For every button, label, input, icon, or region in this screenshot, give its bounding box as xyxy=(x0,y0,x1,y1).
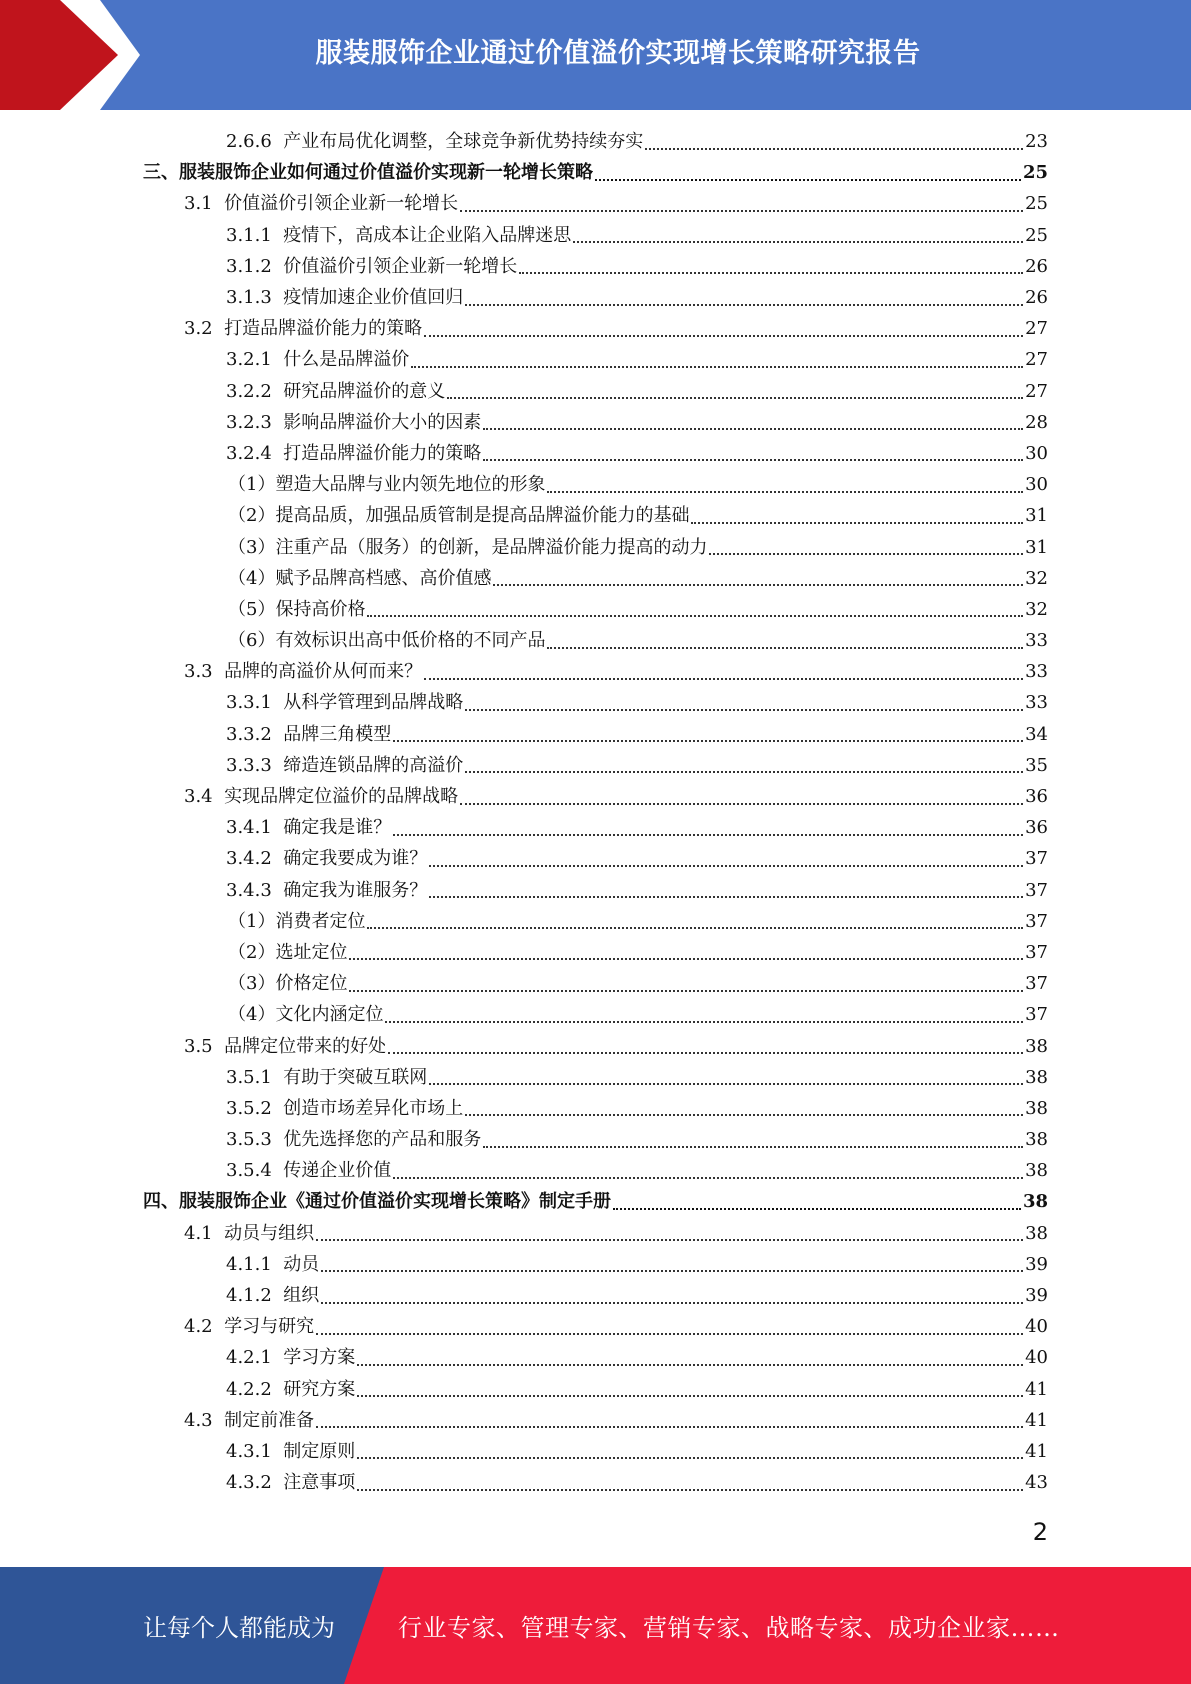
toc-entry-number: 三、 xyxy=(143,162,179,184)
toc-entry-page: 33 xyxy=(1025,692,1048,714)
toc-entry[interactable] xyxy=(0,1374,1191,1405)
toc-entry[interactable] xyxy=(0,469,1191,500)
toc-entry[interactable] xyxy=(0,1218,1191,1249)
toc-entry-number: （4） xyxy=(228,1004,276,1026)
toc-entry[interactable] xyxy=(0,594,1191,625)
toc-entry[interactable] xyxy=(0,344,1191,375)
toc-dot-leader xyxy=(321,1302,1023,1304)
toc-entry-number: 3.2.3 xyxy=(226,411,272,433)
toc-entry-title: 传递企业价值 xyxy=(283,1160,392,1182)
toc-entry[interactable] xyxy=(0,500,1191,531)
toc-entry-title: 从科学管理到品牌战略 xyxy=(283,692,464,714)
toc-dot-leader xyxy=(573,241,1023,243)
toc-entry-page: 38 xyxy=(1025,1160,1048,1182)
toc-dot-leader xyxy=(321,1270,1023,1272)
toc-entry[interactable] xyxy=(0,531,1191,562)
toc-entry-title: 有助于突破互联网 xyxy=(283,1066,428,1088)
toc-dot-leader xyxy=(483,459,1023,461)
toc-entry-page: 39 xyxy=(1025,1253,1048,1275)
toc-dot-leader xyxy=(519,272,1023,274)
toc-entry[interactable] xyxy=(0,719,1191,750)
toc-entry-number: 3.2 xyxy=(184,318,213,340)
toc-entry-title: 实现品牌定位溢价的品牌战略 xyxy=(224,786,459,808)
toc-entry-title: 价值溢价引领企业新一轮增长 xyxy=(283,255,518,277)
toc-entry-page: 37 xyxy=(1025,910,1048,932)
toc-entry-page: 28 xyxy=(1025,411,1048,433)
toc-entry[interactable] xyxy=(0,1186,1191,1217)
toc-entry-page: 37 xyxy=(1025,848,1048,870)
toc-entry-page: 26 xyxy=(1025,287,1048,309)
toc-dot-leader xyxy=(316,1426,1023,1428)
toc-entry[interactable] xyxy=(0,1342,1191,1373)
toc-entry-number: 4.2.2 xyxy=(226,1378,272,1400)
toc-entry-title: 疫情加速企业价值回归 xyxy=(283,287,464,309)
toc-entry[interactable] xyxy=(0,126,1191,157)
toc-entry-title: 确定我为谁服务？ xyxy=(283,879,428,901)
toc-entry-title: 制定前准备 xyxy=(224,1409,315,1431)
toc-entry-number: 3.5.2 xyxy=(226,1097,272,1119)
toc-entry-page: 33 xyxy=(1025,630,1048,652)
toc-entry-page: 38 xyxy=(1025,1222,1048,1244)
toc-entry[interactable] xyxy=(0,781,1191,812)
toc-entry-number: （4） xyxy=(228,567,276,589)
toc-entry-page: 38 xyxy=(1025,1097,1048,1119)
toc-entry-title: 研究方案 xyxy=(283,1378,356,1400)
toc-dot-leader xyxy=(367,927,1023,929)
toc-entry-number: （2） xyxy=(228,505,276,527)
toc-entry-title: 什么是品牌溢价 xyxy=(283,349,410,371)
toc-entry-title: 服装服饰企业《通过价值溢价实现增长策略》制定手册 xyxy=(179,1191,611,1213)
toc-entry-title: 影响品牌溢价大小的因素 xyxy=(283,411,482,433)
toc-entry-number: （3） xyxy=(228,536,276,558)
toc-entry-title: 品牌定位带来的好处 xyxy=(224,1035,387,1057)
toc-entry-page: 31 xyxy=(1025,505,1048,527)
toc-entry[interactable] xyxy=(0,968,1191,999)
toc-entry[interactable] xyxy=(0,687,1191,718)
toc-entry[interactable] xyxy=(0,843,1191,874)
toc-entry-title: 赋予品牌高档感、高价值感 xyxy=(275,567,492,589)
toc-entry-title: 文化内涵定位 xyxy=(275,1004,384,1026)
toc-entry-page: 25 xyxy=(1025,224,1048,246)
toc-entry-title: 服装服饰企业如何通过价值溢价实现新一轮增长策略 xyxy=(179,162,593,184)
toc-entry-page: 32 xyxy=(1025,598,1048,620)
toc-entry[interactable] xyxy=(0,1155,1191,1186)
toc-entry-page: 35 xyxy=(1025,754,1048,776)
toc-entry[interactable] xyxy=(0,656,1191,687)
toc-dot-leader xyxy=(483,1146,1023,1148)
table-of-contents xyxy=(0,126,1191,1498)
toc-entry-page: 36 xyxy=(1025,786,1048,808)
toc-entry-page: 30 xyxy=(1025,442,1048,464)
toc-entry-page: 34 xyxy=(1025,723,1048,745)
footer-slogan-right: 行业专家、管理专家、营销专家、战略专家、成功企业家…… xyxy=(398,1614,1060,1642)
toc-entry-number: 3.2.1 xyxy=(226,349,272,371)
toc-entry[interactable] xyxy=(0,251,1191,282)
toc-dot-leader xyxy=(316,1239,1023,1241)
toc-dot-leader xyxy=(393,1177,1023,1179)
toc-entry-page: 27 xyxy=(1025,318,1048,340)
page-header xyxy=(0,0,1191,110)
toc-dot-leader xyxy=(483,428,1023,430)
toc-entry-page: 41 xyxy=(1025,1409,1048,1431)
toc-entry[interactable] xyxy=(0,750,1191,781)
toc-entry-title: 打造品牌溢价能力的策略 xyxy=(283,442,482,464)
toc-entry-number: 3.3.3 xyxy=(226,754,272,776)
toc-entry[interactable] xyxy=(0,1405,1191,1436)
toc-entry-number: （5） xyxy=(228,598,276,620)
toc-entry-number: （1） xyxy=(228,910,276,932)
toc-dot-leader xyxy=(357,1489,1023,1491)
toc-entry-title: 制定原则 xyxy=(283,1440,356,1462)
toc-entry-page: 25 xyxy=(1025,193,1048,215)
toc-entry-title: 动员 xyxy=(283,1253,320,1275)
toc-entry[interactable] xyxy=(0,875,1191,906)
document-title: 服装服饰企业通过价值溢价实现增长策略研究报告 xyxy=(315,37,921,69)
toc-entry-number: 3.2.2 xyxy=(226,380,272,402)
toc-entry-number: 3.1.1 xyxy=(226,224,272,246)
toc-entry[interactable] xyxy=(0,625,1191,656)
toc-dot-leader xyxy=(493,584,1023,586)
toc-dot-leader xyxy=(411,366,1023,368)
toc-entry[interactable] xyxy=(0,563,1191,594)
toc-entry-number: 3.5.4 xyxy=(226,1160,272,1182)
toc-entry-page: 38 xyxy=(1025,1129,1048,1151)
toc-entry[interactable] xyxy=(0,157,1191,188)
toc-entry-number: 4.2 xyxy=(184,1316,213,1338)
toc-entry-number: 2.6.6 xyxy=(226,131,272,153)
toc-entry[interactable] xyxy=(0,812,1191,843)
toc-dot-leader xyxy=(465,709,1023,711)
toc-dot-leader xyxy=(691,522,1023,524)
toc-entry-page: 37 xyxy=(1025,973,1048,995)
toc-entry-number: 3.4 xyxy=(184,786,213,808)
toc-entry-number: 3.4.2 xyxy=(226,848,272,870)
footer-slogan-left: 让每个人都能成为 xyxy=(143,1614,335,1642)
toc-dot-leader xyxy=(357,1457,1023,1459)
toc-dot-leader xyxy=(424,335,1023,337)
toc-dot-leader xyxy=(367,615,1023,617)
toc-entry-number: （6） xyxy=(228,630,276,652)
toc-dot-leader xyxy=(349,958,1023,960)
toc-entry[interactable] xyxy=(0,1249,1191,1280)
toc-entry-page: 30 xyxy=(1025,474,1048,496)
toc-entry-page: 33 xyxy=(1025,661,1048,683)
toc-entry-number: 4.2.1 xyxy=(226,1347,272,1369)
toc-entry-page: 31 xyxy=(1025,536,1048,558)
toc-dot-leader xyxy=(709,553,1023,555)
toc-entry-page: 27 xyxy=(1025,380,1048,402)
toc-dot-leader xyxy=(385,1021,1023,1023)
toc-entry-number: 3.5.3 xyxy=(226,1129,272,1151)
toc-entry-number: （3） xyxy=(228,973,276,995)
toc-entry-title: 产业布局优化调整，全球竞争新优势持续夯实 xyxy=(283,131,644,153)
toc-entry-number: 四、 xyxy=(143,1191,179,1213)
toc-entry-page: 25 xyxy=(1022,162,1048,184)
toc-entry-title: 组织 xyxy=(283,1285,320,1307)
toc-entry-title: 选址定位 xyxy=(275,941,348,963)
toc-dot-leader xyxy=(349,990,1023,992)
toc-entry-number: 4.3 xyxy=(184,1409,213,1431)
toc-dot-leader xyxy=(429,865,1023,867)
toc-entry-page: 26 xyxy=(1025,255,1048,277)
toc-entry-title: 注重产品（服务）的创新，是品牌溢价能力提高的动力 xyxy=(275,536,708,558)
toc-entry-number: 4.3.2 xyxy=(226,1472,272,1494)
toc-entry-title: 创造市场差异化市场上 xyxy=(283,1097,464,1119)
toc-dot-leader xyxy=(547,647,1023,649)
toc-entry[interactable] xyxy=(0,937,1191,968)
toc-entry-title: 品牌的高溢价从何而来？ xyxy=(224,661,423,683)
toc-entry[interactable] xyxy=(0,220,1191,251)
toc-entry[interactable] xyxy=(0,1467,1191,1498)
toc-entry[interactable] xyxy=(0,438,1191,469)
toc-entry-page: 40 xyxy=(1025,1347,1048,1369)
toc-entry-page: 36 xyxy=(1025,817,1048,839)
toc-entry-page: 41 xyxy=(1025,1378,1048,1400)
toc-entry[interactable] xyxy=(0,282,1191,313)
toc-entry-title: 缔造连锁品牌的高溢价 xyxy=(283,754,464,776)
toc-entry-number: 4.1.2 xyxy=(226,1285,272,1307)
toc-entry-title: 有效标识出高中低价格的不同产品 xyxy=(275,630,546,652)
toc-dot-leader xyxy=(316,1333,1023,1335)
toc-entry-number: 3.1.2 xyxy=(226,255,272,277)
toc-entry[interactable] xyxy=(0,313,1191,344)
toc-entry-title: 确定我要成为谁？ xyxy=(283,848,428,870)
toc-dot-leader xyxy=(424,678,1023,680)
toc-dot-leader xyxy=(645,148,1023,150)
toc-entry[interactable] xyxy=(0,407,1191,438)
toc-entry-page: 39 xyxy=(1025,1285,1048,1307)
toc-entry-title: 提高品质，加强品质管制是提高品牌溢价能力的基础 xyxy=(275,505,690,527)
toc-entry-title: 塑造大品牌与业内领先地位的形象 xyxy=(275,474,546,496)
toc-entry[interactable] xyxy=(0,188,1191,219)
toc-entry-page: 37 xyxy=(1025,941,1048,963)
toc-dot-leader xyxy=(613,1208,1021,1210)
toc-entry-page: 41 xyxy=(1025,1440,1048,1462)
toc-entry-title: 消费者定位 xyxy=(275,910,366,932)
toc-entry-title: 研究品牌溢价的意义 xyxy=(283,380,446,402)
toc-entry-number: 3.4.3 xyxy=(226,879,272,901)
toc-entry[interactable] xyxy=(0,1093,1191,1124)
toc-entry-number: 3.3.1 xyxy=(226,692,272,714)
toc-entry-title: 确定我是谁？ xyxy=(283,817,392,839)
toc-dot-leader xyxy=(357,1395,1023,1397)
toc-dot-leader xyxy=(460,210,1023,212)
page-number: 2 xyxy=(1032,1518,1048,1546)
toc-dot-leader xyxy=(465,771,1023,773)
toc-entry[interactable] xyxy=(0,1124,1191,1155)
toc-entry-page: 38 xyxy=(1022,1191,1048,1213)
toc-entry-title: 保持高价格 xyxy=(275,598,366,620)
toc-dot-leader xyxy=(429,896,1023,898)
toc-entry-title: 疫情下，高成本让企业陷入品牌迷思 xyxy=(283,224,572,246)
toc-entry-number: （1） xyxy=(228,474,276,496)
toc-entry-page: 23 xyxy=(1025,131,1048,153)
toc-entry-number: 3.3 xyxy=(184,661,213,683)
toc-entry-page: 40 xyxy=(1025,1316,1048,1338)
page-footer xyxy=(0,1567,1191,1684)
toc-dot-leader xyxy=(595,179,1021,181)
toc-entry[interactable] xyxy=(0,1436,1191,1467)
toc-entry[interactable] xyxy=(0,376,1191,407)
toc-entry-title: 价值溢价引领企业新一轮增长 xyxy=(224,193,459,215)
toc-entry-title: 优先选择您的产品和服务 xyxy=(283,1129,482,1151)
toc-entry-page: 38 xyxy=(1025,1066,1048,1088)
toc-entry-number: 4.3.1 xyxy=(226,1440,272,1462)
toc-entry-page: 43 xyxy=(1025,1472,1048,1494)
toc-entry-number: 3.3.2 xyxy=(226,723,272,745)
toc-dot-leader xyxy=(393,740,1023,742)
toc-entry-title: 学习与研究 xyxy=(224,1316,315,1338)
toc-dot-leader xyxy=(460,803,1023,805)
toc-entry[interactable] xyxy=(0,1311,1191,1342)
toc-entry-title: 学习方案 xyxy=(283,1347,356,1369)
toc-dot-leader xyxy=(447,397,1023,399)
toc-entry[interactable] xyxy=(0,1280,1191,1311)
toc-dot-leader xyxy=(388,1052,1023,1054)
toc-entry[interactable] xyxy=(0,1030,1191,1061)
toc-entry-page: 32 xyxy=(1025,567,1048,589)
toc-dot-leader xyxy=(429,1083,1023,1085)
toc-entry-title: 打造品牌溢价能力的策略 xyxy=(224,318,423,340)
toc-dot-leader xyxy=(465,1114,1023,1116)
toc-entry[interactable] xyxy=(0,999,1191,1030)
toc-entry-number: 3.1 xyxy=(184,193,213,215)
toc-entry-page: 38 xyxy=(1025,1035,1048,1057)
toc-dot-leader xyxy=(393,834,1023,836)
toc-dot-leader xyxy=(465,304,1023,306)
toc-entry[interactable] xyxy=(0,1062,1191,1093)
toc-entry-title: 品牌三角模型 xyxy=(283,723,392,745)
toc-entry-number: （2） xyxy=(228,941,276,963)
toc-entry-number: 4.1.1 xyxy=(226,1253,272,1275)
toc-entry-page: 37 xyxy=(1025,1004,1048,1026)
toc-entry-number: 3.2.4 xyxy=(226,442,272,464)
toc-entry-title: 动员与组织 xyxy=(224,1222,315,1244)
toc-entry-title: 价格定位 xyxy=(275,973,348,995)
toc-entry-number: 3.4.1 xyxy=(226,817,272,839)
toc-entry-number: 3.5 xyxy=(184,1035,213,1057)
toc-entry[interactable] xyxy=(0,906,1191,937)
toc-dot-leader xyxy=(547,491,1023,493)
toc-entry-number: 3.1.3 xyxy=(226,287,272,309)
toc-entry-page: 37 xyxy=(1025,879,1048,901)
toc-entry-page: 27 xyxy=(1025,349,1048,371)
toc-entry-number: 3.5.1 xyxy=(226,1066,272,1088)
toc-entry-number: 4.1 xyxy=(184,1222,213,1244)
toc-dot-leader xyxy=(357,1364,1023,1366)
toc-entry-title: 注意事项 xyxy=(283,1472,356,1494)
